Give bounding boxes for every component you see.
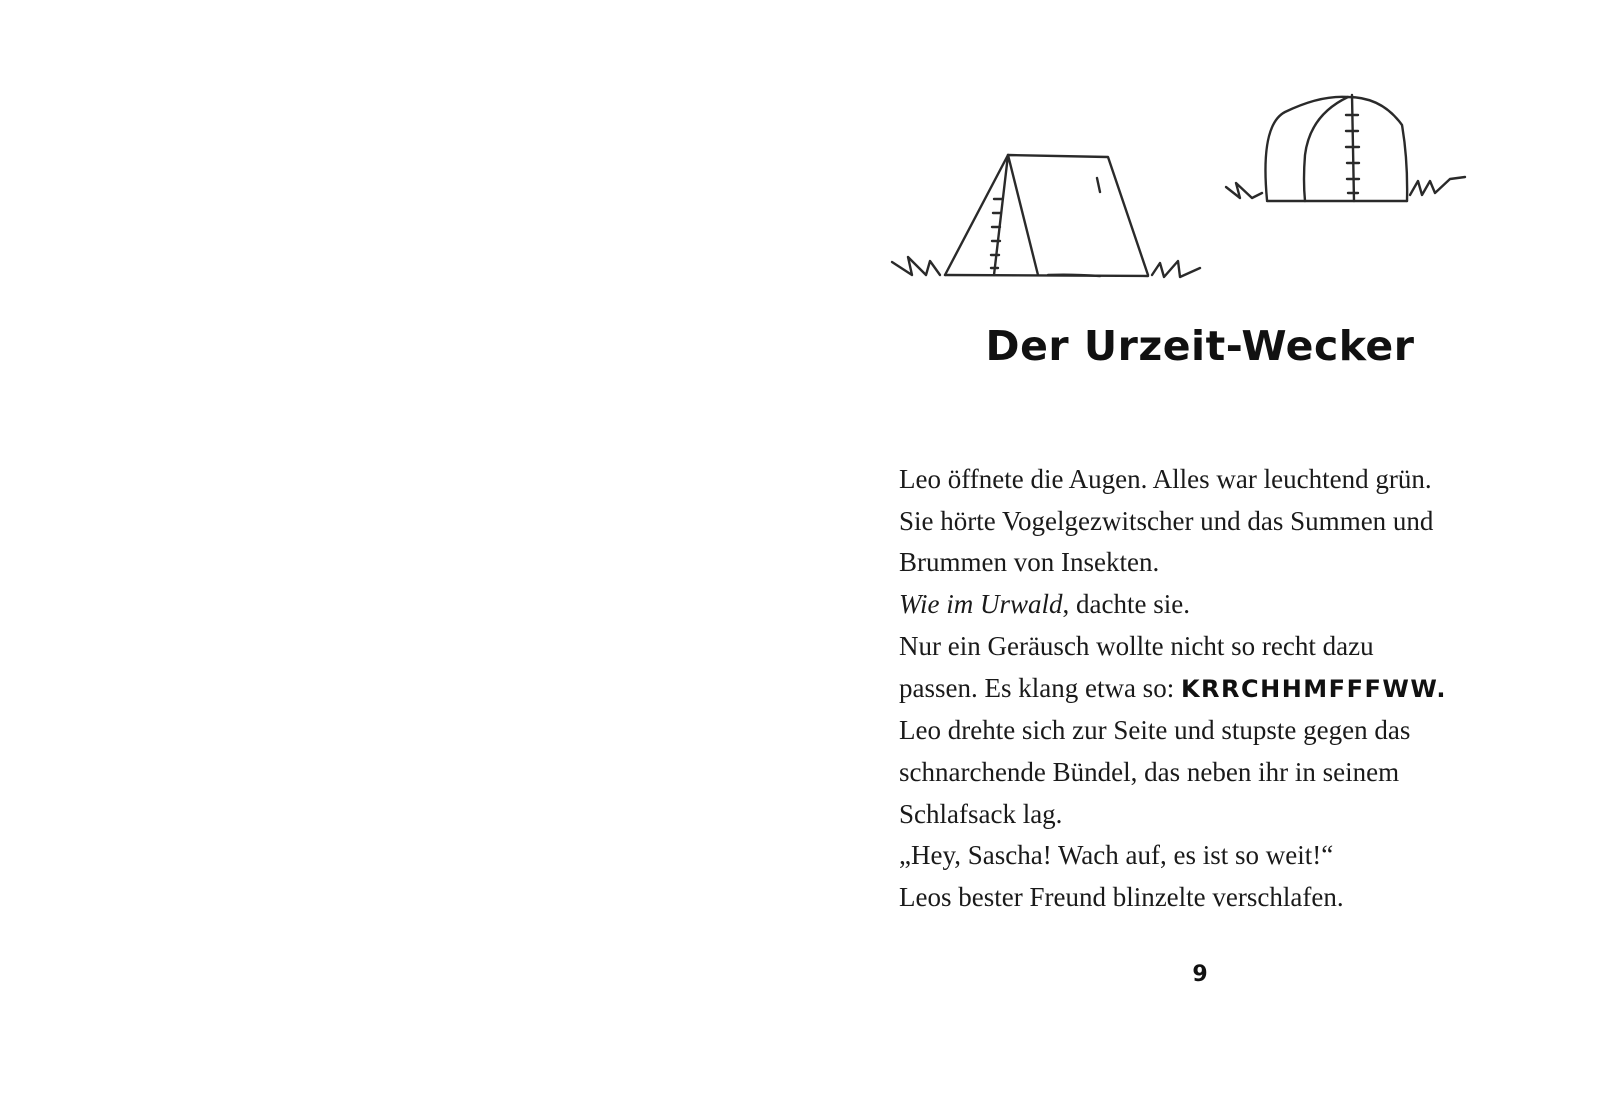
- text-line: [899, 584, 1519, 626]
- text-fragment: , dachte sie.: [1062, 589, 1190, 620]
- grass-tuft-icon: [1226, 177, 1465, 198]
- sound-effect-word: KRRCHHMFFFWW.: [1180, 674, 1447, 703]
- grass-tuft-icon: [892, 257, 1200, 277]
- text-fragment: passen. Es klang etwa so:: [899, 672, 1181, 703]
- right-page: [800, 0, 1600, 1117]
- text-line: Schlafsack lag.: [899, 798, 1063, 829]
- a-frame-tent-icon: [945, 155, 1148, 276]
- text-line: [899, 668, 1519, 711]
- tents-illustration: [890, 85, 1510, 305]
- page-number: 9: [1192, 962, 1208, 987]
- text-line: Leo drehte sich zur Seite und stupste gegen das: [899, 715, 1411, 746]
- text-line: schnarchende Bündel, das neben ihr in seinem: [899, 756, 1400, 787]
- text-line: „Hey, Sascha! Wach auf, es ist so weit!“: [899, 840, 1334, 871]
- text-line: Sie hörte Vogelgezwitscher und das Summen und: [899, 505, 1434, 536]
- chapter-body-text: [899, 459, 1519, 919]
- text-line: Nur ein Geräusch wollte nicht so recht dazu: [899, 630, 1374, 661]
- text-line: Brummen von Insekten.: [899, 547, 1160, 578]
- text-line: Leo öffnete die Augen. Alles war leuchtend grün.: [899, 464, 1432, 494]
- italic-thought: Wie im Urwald: [899, 589, 1063, 620]
- chapter-title: Der Urzeit-Wecker: [985, 322, 1415, 370]
- text-line: Leos bester Freund blinzelte verschlafen.: [899, 882, 1344, 913]
- dome-tent-icon: [1265, 95, 1407, 201]
